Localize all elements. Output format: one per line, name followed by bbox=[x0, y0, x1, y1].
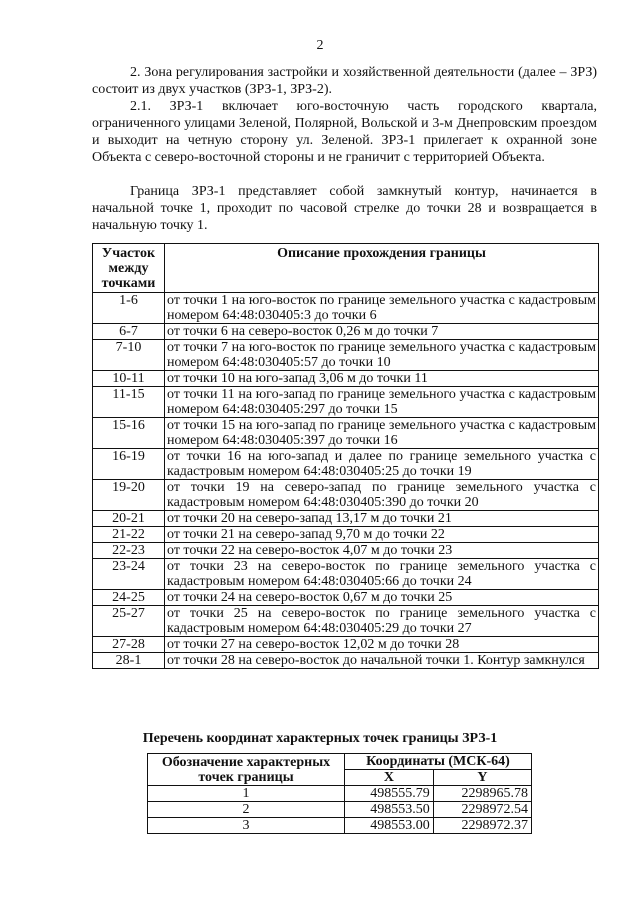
header-x: X bbox=[345, 770, 434, 786]
description-cell: от точки 22 на северо-восток 4,07 м до точки 23 bbox=[165, 543, 599, 559]
description-cell: от точки 16 на юго-запад и далее по границе земельного участка с кадастровым номером 64:48:030405:25 до точки 19 bbox=[165, 449, 599, 480]
segment-cell: 16-19 bbox=[93, 449, 165, 480]
description-cell: от точки 1 на юго-восток по границе земельного участка с кадастровым номером 64:48:030405:3 до точки 6 bbox=[165, 293, 599, 324]
table-row bbox=[93, 653, 599, 669]
header-segment-line2: между bbox=[108, 261, 149, 276]
table-row bbox=[93, 387, 599, 418]
header-y: Y bbox=[433, 770, 531, 786]
description-cell: от точки 11 на юго-запад по границе земельного участка с кадастровым номером 64:48:030405:297 до точки 15 bbox=[165, 387, 599, 418]
coordinates-table bbox=[147, 753, 532, 834]
description-cell: от точки 24 на северо-восток 0,67 м до точки 25 bbox=[165, 590, 599, 606]
segment-cell: 27-28 bbox=[93, 637, 165, 653]
point-cell: 2 bbox=[148, 802, 345, 818]
header-description: Описание прохождения границы bbox=[165, 244, 599, 293]
header-point-line2: точек границы bbox=[198, 769, 294, 785]
header-point-line1: Обозначение характерных bbox=[161, 754, 331, 770]
point-cell: 1 bbox=[148, 786, 345, 802]
header-segment-line1: Участок bbox=[101, 246, 156, 261]
table-row bbox=[93, 637, 599, 653]
table-row bbox=[93, 606, 599, 637]
segment-cell: 28-1 bbox=[93, 653, 165, 669]
segment-cell: 6-7 bbox=[93, 324, 165, 340]
description-cell: от точки 23 на северо-восток по границе земельного участка с кадастровым номером 64:48:030405:66 до точки 24 bbox=[165, 559, 599, 590]
point-cell: 3 bbox=[148, 818, 345, 834]
segment-cell: 24-25 bbox=[93, 590, 165, 606]
y-cell: 2298965.78 bbox=[433, 786, 531, 802]
table-row bbox=[93, 449, 599, 480]
segment-cell: 22-23 bbox=[93, 543, 165, 559]
table-row bbox=[93, 480, 599, 511]
table-row bbox=[93, 371, 599, 387]
x-cell: 498555.79 bbox=[345, 786, 434, 802]
boundary-description-table bbox=[92, 243, 599, 669]
segment-cell: 1-6 bbox=[93, 293, 165, 324]
x-cell: 498553.00 bbox=[345, 818, 434, 834]
segment-cell: 25-27 bbox=[93, 606, 165, 637]
segment-cell: 15-16 bbox=[93, 418, 165, 449]
header-segment-line3: точками bbox=[101, 276, 156, 291]
paragraph-zone-intro: 2. Зона регулирования застройки и хозяйственной деятельности (далее – ЗРЗ) состоит из двух участков (ЗРЗ-1, ЗРЗ-2). bbox=[92, 65, 597, 97]
description-cell: от точки 7 на юго-восток по границе земельного участка с кадастровым номером 64:48:030405:57 до точки 10 bbox=[165, 340, 599, 371]
segment-cell: 21-22 bbox=[93, 527, 165, 543]
coordinates-title: Перечень координат характерных точек границы ЗРЗ-1 bbox=[142, 731, 498, 746]
table-row bbox=[93, 543, 599, 559]
table-row bbox=[93, 324, 599, 340]
description-cell: от точки 28 на северо-восток до начальной точки 1. Контур замкнулся bbox=[165, 653, 599, 669]
segment-cell: 20-21 bbox=[93, 511, 165, 527]
segment-cell: 7-10 bbox=[93, 340, 165, 371]
table-row bbox=[93, 340, 599, 371]
table-row bbox=[93, 418, 599, 449]
segment-cell: 11-15 bbox=[93, 387, 165, 418]
coords-header-row bbox=[148, 754, 532, 770]
table-row bbox=[93, 527, 599, 543]
segment-cell: 19-20 bbox=[93, 480, 165, 511]
description-cell: от точки 25 на северо-восток по границе земельного участка с кадастровым номером 64:48:030405:29 до точки 27 bbox=[165, 606, 599, 637]
description-cell: от точки 6 на северо-восток 0,26 м до точки 7 bbox=[165, 324, 599, 340]
table-row bbox=[93, 590, 599, 606]
table-row bbox=[93, 293, 599, 324]
description-cell: от точки 20 на северо-запад 13,17 м до точки 21 bbox=[165, 511, 599, 527]
table-row bbox=[148, 786, 532, 802]
table-row bbox=[93, 559, 599, 590]
paragraph-zrz1-description: 2.1. ЗРЗ-1 включает юго-восточную часть городского квартала, ограниченного улицами Зеленой, Полярной, Вольской и 3-м Днепровским проездом и выходит на четную сторону ул. Зеленой. ЗРЗ-1 прилегает к охранной зоне Объекта с северо-восточной стороны и не граничит с территорией Объекта. bbox=[92, 99, 597, 165]
segment-cell: 23-24 bbox=[93, 559, 165, 590]
description-cell: от точки 21 на северо-запад 9,70 м до точки 22 bbox=[165, 527, 599, 543]
boundary-table-header-row bbox=[93, 244, 599, 293]
description-cell: от точки 10 на юго-запад 3,06 м до точки 11 bbox=[165, 371, 599, 387]
y-cell: 2298972.37 bbox=[433, 818, 531, 834]
page-number: 2 bbox=[316, 38, 324, 53]
description-cell: от точки 19 на северо-запад по границе земельного участка с кадастровым номером 64:48:030405:390 до точки 20 bbox=[165, 480, 599, 511]
table-row bbox=[148, 802, 532, 818]
x-cell: 498553.50 bbox=[345, 802, 434, 818]
header-point bbox=[148, 754, 345, 786]
description-cell: от точки 27 на северо-восток 12,02 м до точки 28 bbox=[165, 637, 599, 653]
segment-cell: 10-11 bbox=[93, 371, 165, 387]
y-cell: 2298972.54 bbox=[433, 802, 531, 818]
header-segment bbox=[93, 244, 165, 293]
table-row bbox=[148, 818, 532, 834]
description-cell: от точки 15 на юго-запад по границе земельного участка с кадастровым номером 64:48:030405:397 до точки 16 bbox=[165, 418, 599, 449]
header-coordinates: Координаты (МСК-64) bbox=[345, 754, 532, 770]
table-row bbox=[93, 511, 599, 527]
paragraph-zrz1-boundary: Граница ЗРЗ-1 представляет собой замкнутый контур, начинается в начальной точке 1, проходит по часовой стрелке до точки 28 и возвращается в начальную точку 1. bbox=[92, 184, 597, 233]
